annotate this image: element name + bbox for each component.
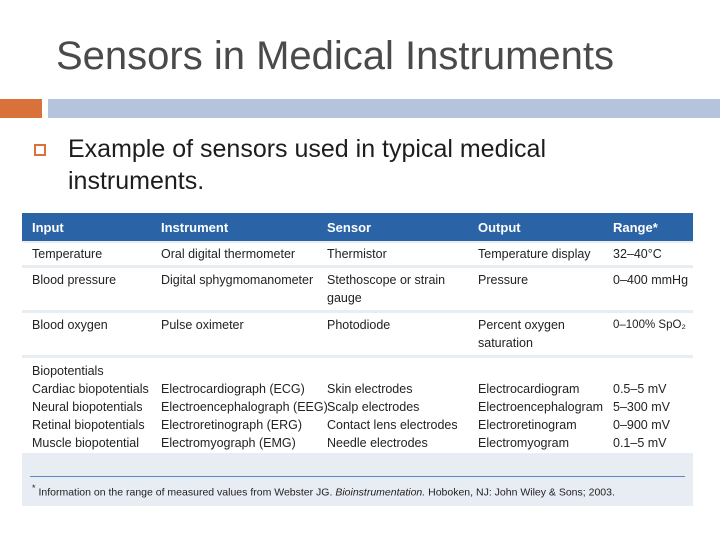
table-row xyxy=(22,268,693,310)
footnote-marker: * xyxy=(32,483,36,493)
cell-output: Temperature display xyxy=(478,247,591,261)
cell-range: 0.5–5 mV xyxy=(613,382,667,396)
group-heading: Biopotentials xyxy=(32,364,104,378)
col-range xyxy=(613,380,670,452)
cell-instrument: Oral digital thermometer xyxy=(161,247,296,261)
cell-output: Electromyogram xyxy=(478,436,569,450)
cell-output: Electroretinogram xyxy=(478,418,577,432)
cell-output: Pressure xyxy=(478,273,529,287)
cell-output: Electrocardiogram xyxy=(478,382,580,396)
header-instrument: Instrument xyxy=(161,220,229,235)
cell-instrument: Electromyograph (EMG) xyxy=(161,436,296,450)
footnote-text: Information on the range of measured values from Webster JG. xyxy=(38,486,336,499)
cell-sensor: Scalp electrodes xyxy=(327,400,420,414)
footnote-rule xyxy=(30,476,685,477)
cell-range: 0–900 mV xyxy=(613,418,670,432)
bullet-text: Example of sensors used in typical medical instruments. xyxy=(68,135,547,195)
title-divider-bar xyxy=(48,99,720,118)
biopotentials-group xyxy=(22,358,693,453)
cell-instrument: Electroencephalograph (EEG) xyxy=(161,400,328,414)
cell-instrument: Electrocardiograph (ECG) xyxy=(161,382,305,396)
bullet-icon xyxy=(34,144,46,156)
header-input: Input xyxy=(32,220,64,235)
cell-output: Percent oxygen saturation xyxy=(478,318,565,350)
cell-input: Blood pressure xyxy=(32,273,117,287)
footnote-tail: Hoboken, NJ: John Wiley & Sons; 2003. xyxy=(425,486,615,499)
col-instrument xyxy=(161,380,328,452)
cell-range: 5–300 mV xyxy=(613,400,670,414)
cell-output: Electroencephalogram xyxy=(478,400,604,414)
header-sensor: Sensor xyxy=(327,220,372,235)
cell-sensor: Skin electrodes xyxy=(327,382,413,396)
cell-sensor: Needle electrodes xyxy=(327,436,428,450)
footnote xyxy=(32,483,615,499)
table-header xyxy=(22,213,693,241)
cell-range: 0–400 mmHg xyxy=(613,273,689,287)
col-input xyxy=(32,362,149,452)
header-range: Range* xyxy=(613,220,658,235)
cell-input: Blood oxygen xyxy=(32,318,108,332)
cell-sensor: Stethoscope or strain gauge xyxy=(327,273,446,305)
header-output: Output xyxy=(478,220,521,235)
cell-instrument: Electroretinograph (ERG) xyxy=(161,418,303,432)
cell-input: Muscle biopotential xyxy=(32,436,140,450)
cell-instrument: Pulse oximeter xyxy=(161,318,244,332)
table-row xyxy=(22,243,693,265)
cell-input: Cardiac biopotentials xyxy=(32,382,149,396)
cell-input: Temperature xyxy=(32,247,103,261)
cell-range: 0–100% SpO₂ xyxy=(613,319,686,331)
cell-sensor: Thermistor xyxy=(327,247,387,261)
cell-sensor: Photodiode xyxy=(327,318,391,332)
cell-range: 32–40°C xyxy=(613,247,662,261)
cell-sensor: Contact lens electrodes xyxy=(327,418,458,432)
title-accent-bar xyxy=(0,99,42,118)
cell-range: 0.1–5 mV xyxy=(613,436,667,450)
cell-input: Neural biopotentials xyxy=(32,400,143,414)
slide-title: Sensors in Medical Instruments xyxy=(56,34,615,78)
col-output xyxy=(478,380,603,452)
footnote-title: Bioinstrumentation. xyxy=(335,486,426,499)
cell-instrument: Digital sphygmomanometer xyxy=(161,273,314,287)
col-sensor xyxy=(327,380,458,452)
sensor-table xyxy=(22,213,693,506)
cell-input: Retinal biopotentials xyxy=(32,418,145,432)
table-row xyxy=(22,313,693,355)
